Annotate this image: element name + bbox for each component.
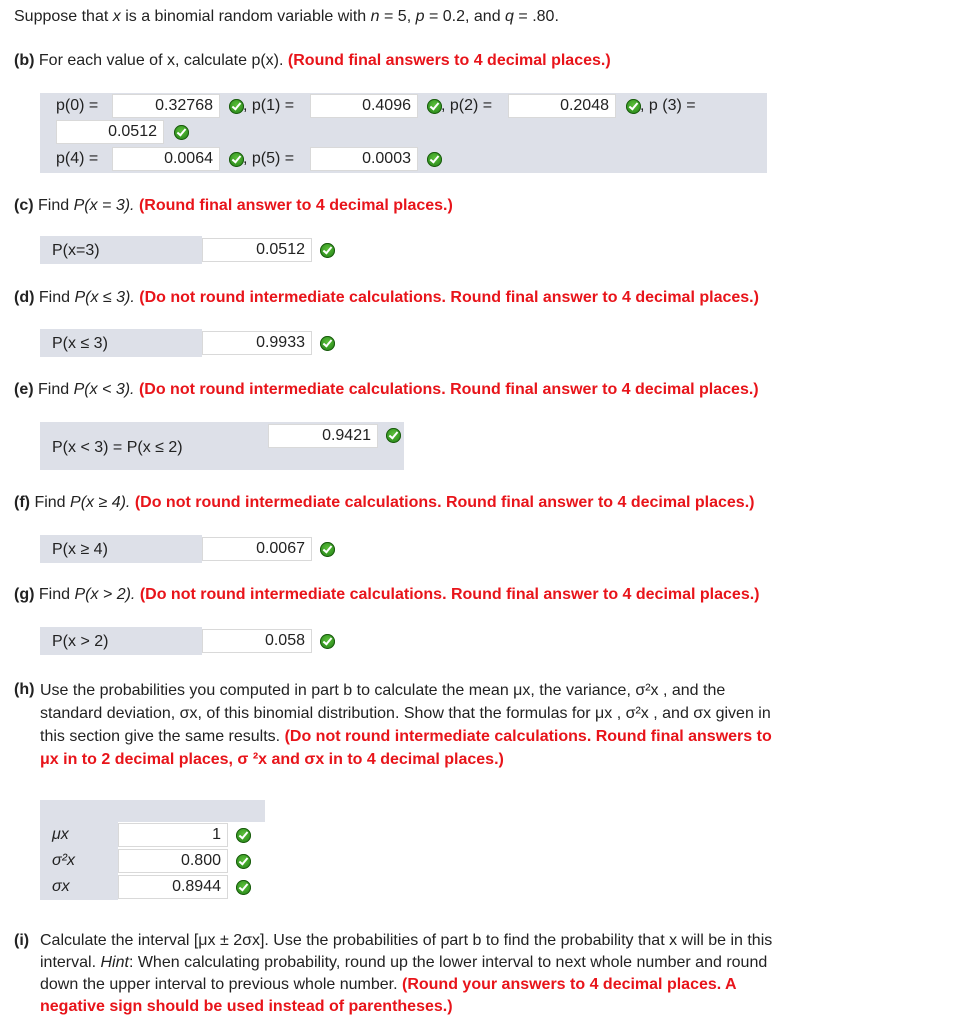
p4-label: p(4) = [56, 150, 99, 167]
part-i-label: (i) [14, 932, 30, 949]
part-d-prompt: (d) Find P(x ≤ 3). (Do not round intermediate calculations. Round final answer to 4 decimal places.) [14, 289, 759, 306]
variance-label: σ²x [52, 852, 75, 869]
p5-label: , p(5) = [243, 150, 295, 167]
p3-check-icon [174, 125, 189, 140]
part-f-row-label: P(x ≥ 4) [52, 541, 108, 558]
part-f-prompt: (f) Find P(x ≥ 4). (Do not round intermediate calculations. Round final answer to 4 decimal places.) [14, 494, 755, 511]
p3-label: , p (3) = [640, 97, 696, 114]
part-g-prompt: (g) Find P(x > 2). (Do not round intermediate calculations. Round final answer to 4 decimal places.) [14, 586, 760, 603]
p2-input[interactable]: 0.2048 [508, 94, 616, 118]
p0-input[interactable]: 0.32768 [112, 94, 220, 118]
part-e-prompt: (e) Find P(x < 3). (Do not round intermediate calculations. Round final answer to 4 decimal places.) [14, 381, 759, 398]
part-d-row-label: P(x ≤ 3) [52, 335, 108, 352]
p1-check-icon [427, 99, 442, 114]
p2-check-icon [626, 99, 641, 114]
sd-check-icon [236, 880, 251, 895]
p5-input[interactable]: 0.0003 [310, 147, 418, 171]
part-f-input[interactable]: 0.0067 [202, 537, 312, 561]
part-e-check-icon [386, 428, 401, 443]
part-c-input[interactable]: 0.0512 [202, 238, 312, 262]
variance-input[interactable]: 0.800 [118, 849, 228, 873]
part-e-input[interactable]: 0.9421 [268, 424, 378, 448]
part-c-row-label: P(x=3) [52, 242, 100, 259]
p2-label: , p(2) = [441, 97, 493, 114]
part-i-prompt: Calculate the interval [μx ± 2σx]. Use the probabilities of part b to find the probability that x will be in this interval. Hint: When calculating probability, round up the lower interval to next whole number and round down the upper interval to previous whole number. (Round your answers to 4 decimal places. A negative sign should be used instead of parentheses.) [40, 932, 773, 1015]
p1-label: , p(1) = [243, 97, 295, 114]
part-g-input[interactable]: 0.058 [202, 629, 312, 653]
variance-check-icon [236, 854, 251, 869]
part-e-row-label: P(x < 3) = P(x ≤ 2) [52, 439, 183, 456]
intro-text: Suppose that x is a binomial random variable with n = 5, p = 0.2, and q = .80. [14, 8, 559, 25]
part-c-check-icon [320, 243, 335, 258]
p0-label: p(0) = [56, 97, 99, 114]
part-b-prompt: (b) For each value of x, calculate p(x). (Round final answers to 4 decimal places.) [14, 52, 611, 69]
part-h-label: (h) [14, 681, 35, 698]
mu-label: μx [52, 826, 69, 843]
p5-check-icon [427, 152, 442, 167]
part-h-header-bar [40, 800, 265, 822]
part-f-check-icon [320, 542, 335, 557]
part-g-row-label: P(x > 2) [52, 633, 109, 650]
mu-check-icon [236, 828, 251, 843]
part-d-input[interactable]: 0.9933 [202, 331, 312, 355]
sd-input[interactable]: 0.8944 [118, 875, 228, 899]
part-d-check-icon [320, 336, 335, 351]
p4-check-icon [229, 152, 244, 167]
part-h-prompt: Use the probabilities you computed in part b to calculate the mean μx, the variance, σ²x , and the standard deviation, σx, of this binomial distribution. Show that the formulas for μx , σ²x , and σx given in this section give the same results. (Do not round intermediate calculations. Round final answers to μx in to 2 decimal places, σ ²x and σx in to 4 decimal places.) [40, 682, 772, 768]
part-c-prompt: (c) Find P(x = 3). (Round final answer to 4 decimal places.) [14, 197, 453, 214]
p4-input[interactable]: 0.0064 [112, 147, 220, 171]
part-g-check-icon [320, 634, 335, 649]
p0-check-icon [229, 99, 244, 114]
p1-input[interactable]: 0.4096 [310, 94, 418, 118]
sd-label: σx [52, 878, 70, 895]
p3-input[interactable]: 0.0512 [56, 120, 164, 144]
mu-input[interactable]: 1 [118, 823, 228, 847]
